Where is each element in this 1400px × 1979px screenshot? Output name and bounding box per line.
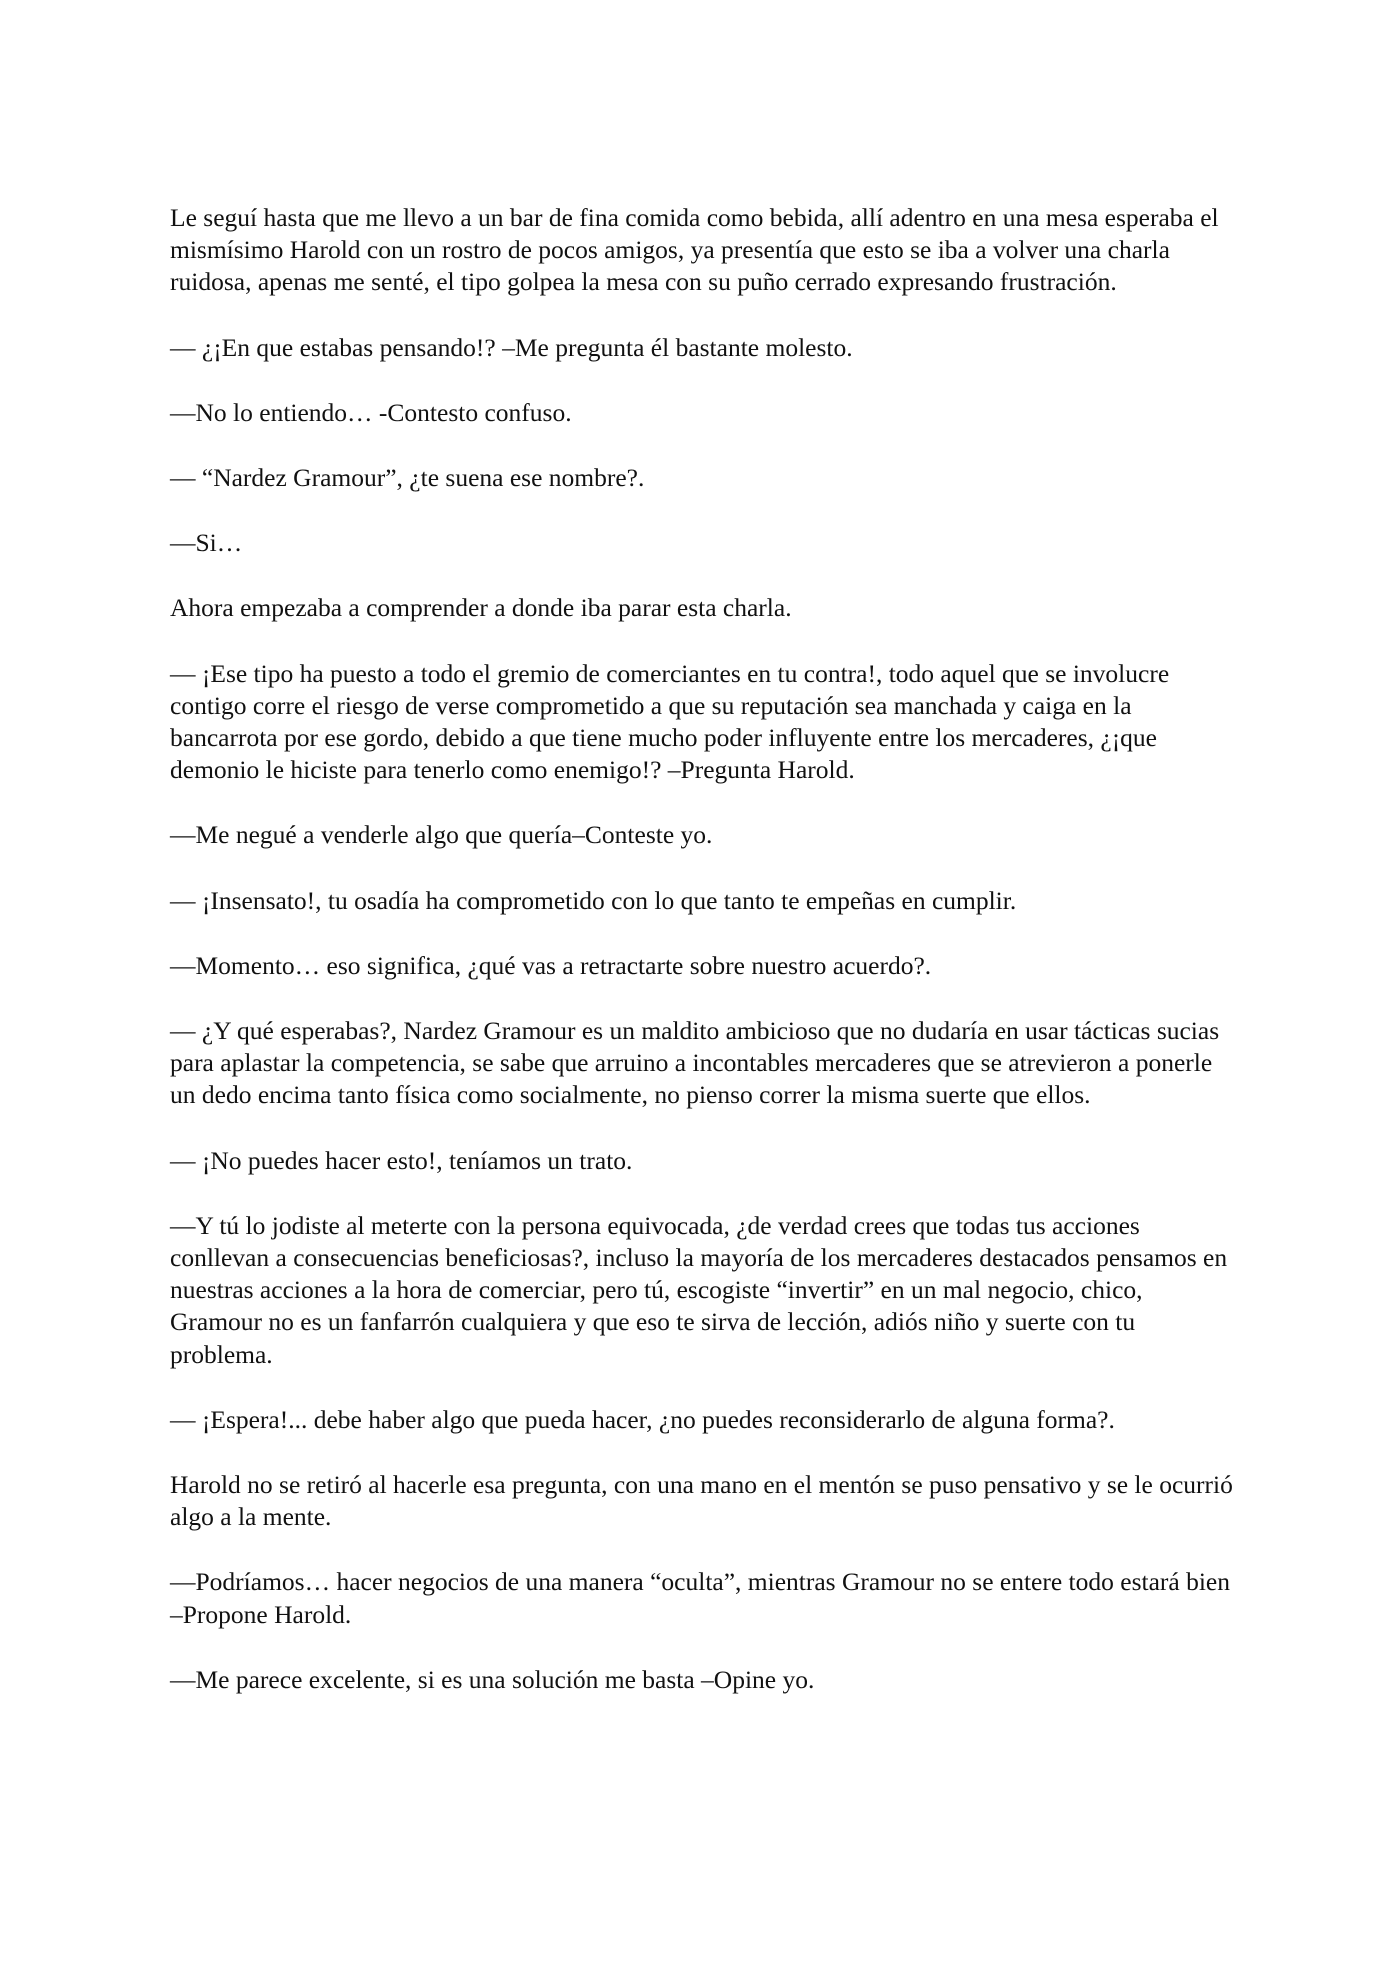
- document-body: [170, 202, 1235, 1729]
- paragraph-5: —Si…: [170, 528, 243, 558]
- paragraph-13: —Y tú lo jodiste al meterte con la persona equivocada, ¿de verdad crees que todas tus acciones conllevan a consecuencias beneficiosas?, incluso la mayoría de los mercaderes destacados pensamos en nuestras acciones a la hora de comerciar, pero tú, escogiste “invertir” en un mal negocio, chico, Gramour no es un fanfarrón cualquiera y que eso te sirva de lección, adiós niño y suerte con tu problema.: [170, 1210, 1228, 1369]
- paragraph-10: —Momento… eso significa, ¿qué vas a retractarte sobre nuestro acuerdo?.: [170, 950, 932, 980]
- paragraph-8: —Me negué a venderle algo que quería–Conteste yo.: [170, 820, 713, 850]
- paragraph-4: — “Nardez Gramour”, ¿te suena ese nombre?.: [170, 463, 645, 493]
- paragraph-9: — ¡Insensato!, tu osadía ha comprometido con lo que tanto te empeñas en cumplir.: [170, 885, 1017, 915]
- paragraph-6: Ahora empezaba a comprender a donde iba parar esta charla.: [170, 593, 792, 623]
- paragraph-3: —No lo entiendo… -Contesto confuso.: [170, 397, 572, 427]
- paragraph-2: — ¿¡En que estabas pensando!? –Me pregunta él bastante molesto.: [170, 332, 853, 362]
- paragraph-15: Harold no se retiró al hacerle esa pregunta, con una mano en el mentón se puso pensativo y se le ocurrió algo a la mente.: [170, 1470, 1233, 1532]
- paragraph-17: —Me parece excelente, si es una solución me basta –Opine yo.: [170, 1664, 815, 1694]
- paragraph-1: Le seguí hasta que me llevo a un bar de fina comida como bebida, allí adentro en una mesa esperaba el mismísimo Harold con un rostro de pocos amigos, ya presentía que esto se iba a volver una charla ruidosa, apenas me senté, el tipo golpea la mesa con su puño cerrado expresando frustración.: [170, 203, 1219, 297]
- paragraph-14: — ¡Espera!... debe haber algo que pueda hacer, ¿no puedes reconsiderarlo de alguna forma?.: [170, 1404, 1115, 1434]
- paragraph-12: — ¡No puedes hacer esto!, teníamos un trato.: [170, 1145, 633, 1175]
- paragraph-11: — ¿Y qué esperabas?, Nardez Gramour es un maldito ambicioso que no dudaría en usar tácticas sucias para aplastar la competencia, se sabe que arruino a incontables mercaderes que se atrevieron a ponerle un dedo encima tanto física como socialmente, no pienso correr la misma suerte que ellos.: [170, 1016, 1220, 1110]
- paragraph-16: —Podríamos… hacer negocios de una manera “oculta”, mientras Gramour no se entere todo estará bien –Propone Harold.: [170, 1567, 1230, 1629]
- paragraph-7: — ¡Ese tipo ha puesto a todo el gremio de comerciantes en tu contra!, todo aquel que se involucre contigo corre el riesgo de verse comprometido a que su reputación sea manchada y caiga en la bancarrota por ese gordo, debido a que tiene mucho poder influyente entre los mercaderes, ¿¡que demonio le hiciste para tenerlo como enemigo!? –Pregunta Harold.: [170, 658, 1170, 785]
